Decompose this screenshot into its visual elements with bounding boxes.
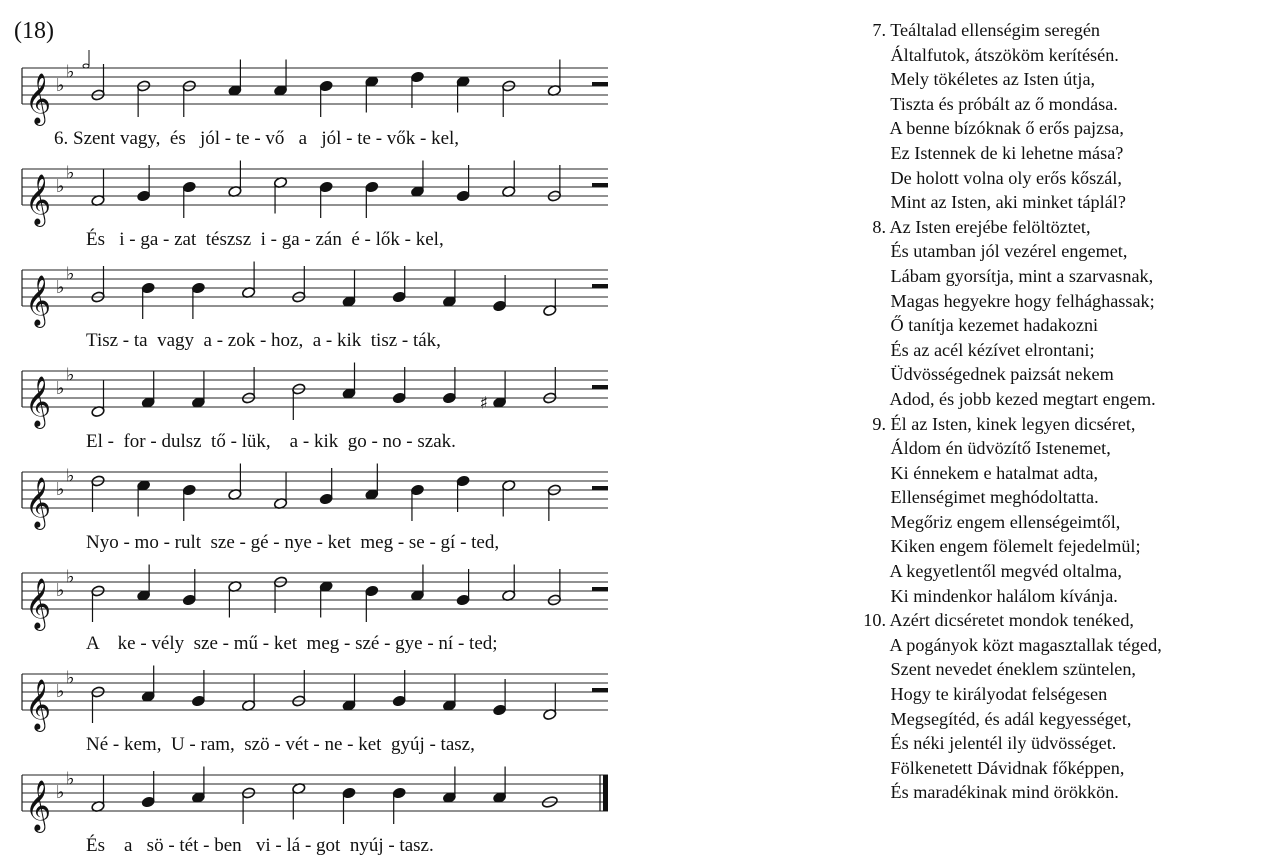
treble-clef: 𝄞: [25, 275, 52, 326]
key-signature-flat: ♭: [66, 61, 75, 83]
verse-line: [858, 707, 1278, 732]
verse-text: Áldom én üdvözítő Istenemet,: [886, 438, 1111, 459]
verse-line: [858, 141, 1278, 166]
verse-text: Üdvösségednek paizsát nekem: [886, 364, 1114, 385]
key-signature-flat: ♭: [66, 162, 75, 184]
half-rest: [592, 82, 608, 86]
verse-line: [858, 289, 1278, 314]
key-signature-flat: ♭: [56, 176, 65, 197]
half-rest: [592, 486, 608, 490]
verse-text: Mint az Isten, aki minket táplál?: [886, 192, 1126, 213]
half-rest: [592, 183, 608, 187]
key-signature-flat: ♭: [56, 479, 65, 500]
verse-number: 8.: [872, 216, 886, 237]
verse-line: [858, 780, 1278, 805]
key-signature-flat: ♭: [56, 580, 65, 601]
lyric-line: El - for - dulsz tő - lük, a - kik go - no - szak.: [86, 431, 456, 452]
lyric-line: Nyo - mo - rult sze - gé - nye - ket meg - se - gí - ted,: [86, 532, 500, 553]
lyric-line: És i - ga - zat tészsz i - ga - zán é - lők - kel,: [86, 229, 444, 250]
verse-line: [858, 412, 1278, 437]
verse-line: [858, 534, 1278, 559]
half-rest: [592, 385, 608, 389]
sharp-accidental: ♯: [479, 393, 488, 414]
verse-line: [858, 239, 1278, 264]
verse-line: [858, 362, 1278, 387]
verse-text: Megsegítéd, és adál kegyességet,: [886, 708, 1132, 729]
verse-text: Mely tökéletes az Isten útja,: [886, 69, 1096, 90]
music-score: [0, 0, 620, 838]
verse-text: Teáltalad ellenségim seregén: [886, 20, 1101, 40]
key-signature-flat: ♭: [66, 263, 75, 285]
lyric-line: Tisz - ta vagy a - zok - hoz, a - kik tisz - ták,: [86, 330, 441, 351]
verse-line: [858, 264, 1278, 289]
verse-text: Hogy te királyodat felségesen: [886, 684, 1108, 705]
verse-line: [858, 731, 1278, 756]
lyric-line: Né - kem, U - ram, szö - vét - ne - ket gyúj - tasz,: [86, 734, 475, 755]
verse-text: A pogányok közt magasztallak téged,: [886, 634, 1162, 655]
verse-text: Szent nevedet éneklem szüntelen,: [886, 659, 1136, 680]
key-signature-flat: ♭: [56, 277, 65, 298]
lyric-line: 6. Szent vagy, és jól - te - vő a jól - te - vők - kel,: [54, 128, 460, 149]
verse-number: 7.: [872, 20, 886, 40]
verse-text: Tiszta és próbált az ő mondása.: [886, 93, 1118, 114]
treble-clef: 𝄞: [25, 679, 52, 730]
verse-text: Ez Istennek de ki lehetne mása?: [886, 142, 1124, 163]
key-signature-flat: ♭: [56, 75, 65, 96]
verse-number: 10.: [863, 610, 886, 631]
verse-line: [858, 510, 1278, 535]
hymn-number: (18): [14, 18, 54, 44]
verse-line: [858, 584, 1278, 609]
verse-line: [858, 43, 1278, 68]
verse-number: 9.: [872, 413, 886, 434]
verse-text: Lábam gyorsítja, mint a szarvasnak,: [886, 265, 1154, 286]
verse-line: [858, 67, 1278, 92]
key-signature-flat: ♭: [66, 465, 75, 487]
verse-line: [858, 166, 1278, 191]
verse-text: Él az Isten, kinek legyen dicséret,: [886, 413, 1136, 434]
treble-clef: 𝄞: [25, 477, 52, 528]
half-rest: [592, 587, 608, 591]
verse-text: Magas hegyekre hogy felhághassak;: [886, 290, 1155, 311]
verse-line: [858, 92, 1278, 117]
verse-line: [858, 313, 1278, 338]
lyric-line: És a sö - tét - ben vi - lá - got nyúj - tasz.: [86, 835, 434, 856]
verse-line: [858, 190, 1278, 215]
verse-text: Megőriz engem ellenségeimtől,: [886, 511, 1121, 532]
final-barline-thick: [603, 775, 608, 811]
verse-text: Ki mindenkor halálom kívánja.: [886, 585, 1118, 606]
key-signature-flat: ♭: [66, 667, 75, 689]
treble-clef: 𝄞: [25, 174, 52, 225]
verse-text: Ő tanítja kezemet hadakozni: [886, 315, 1099, 336]
verses-column: [858, 18, 1278, 805]
half-rest: [592, 284, 608, 288]
key-signature-flat: ♭: [56, 782, 65, 803]
verse-line: [858, 485, 1278, 510]
half-rest: [592, 688, 608, 692]
verse-text: Azért dicséretet mondok tenéked,: [886, 610, 1134, 631]
lyric-line: A ke - vély sze - mű - ket meg - szé - gye - ní - ted;: [86, 633, 498, 654]
verse-text: És utamban jól vezérel engemet,: [886, 241, 1128, 262]
verse-text: Az Isten erejébe felöltöztet,: [886, 216, 1091, 237]
verse-line: [858, 608, 1278, 633]
treble-clef: 𝄞: [25, 578, 52, 629]
grace-note: [83, 64, 89, 68]
verse-text: A kegyetlentől megvéd oltalma,: [886, 561, 1122, 582]
verse-line: [858, 657, 1278, 682]
key-signature-flat: ♭: [66, 566, 75, 588]
verse-line: [858, 633, 1278, 658]
key-signature-flat: ♭: [66, 364, 75, 386]
verse-text: De holott volna oly erős kőszál,: [886, 167, 1122, 188]
verse-line: [858, 387, 1278, 412]
treble-clef: 𝄞: [25, 376, 52, 427]
key-signature-flat: ♭: [56, 681, 65, 702]
verse-text: Adod, és jobb kezed megtart engem.: [886, 388, 1156, 409]
key-signature-flat: ♭: [66, 768, 75, 790]
verse-line: [858, 18, 1278, 43]
verse-line: [858, 682, 1278, 707]
verse-text: És néki jelentél ily üdvösséget.: [886, 733, 1117, 754]
treble-clef: 𝄞: [25, 73, 52, 124]
verse-text: Általfutok, átszököm kerítésén.: [886, 44, 1119, 65]
verse-text: És maradékinak mind örökkön.: [886, 782, 1119, 803]
verse-text: A benne bízóknak ő erős pajzsa,: [886, 118, 1124, 139]
verse-line: [858, 215, 1278, 240]
verse-line: [858, 461, 1278, 486]
verse-line: [858, 559, 1278, 584]
verse-line: [858, 338, 1278, 363]
treble-clef: 𝄞: [25, 780, 52, 831]
verse-text: Kiken engem fölemelt fejedelmül;: [886, 536, 1141, 557]
verse-line: [858, 436, 1278, 461]
verse-line: [858, 116, 1278, 141]
verse-text: Fölkenetett Dávidnak főképpen,: [886, 757, 1125, 778]
verse-line: [858, 756, 1278, 781]
key-signature-flat: ♭: [56, 378, 65, 399]
verse-text: Ki énnekem e hatalmat adta,: [886, 462, 1099, 483]
verse-text: Ellenségimet meghódoltatta.: [886, 487, 1099, 508]
verse-text: És az acél kézívet elrontani;: [886, 339, 1095, 360]
